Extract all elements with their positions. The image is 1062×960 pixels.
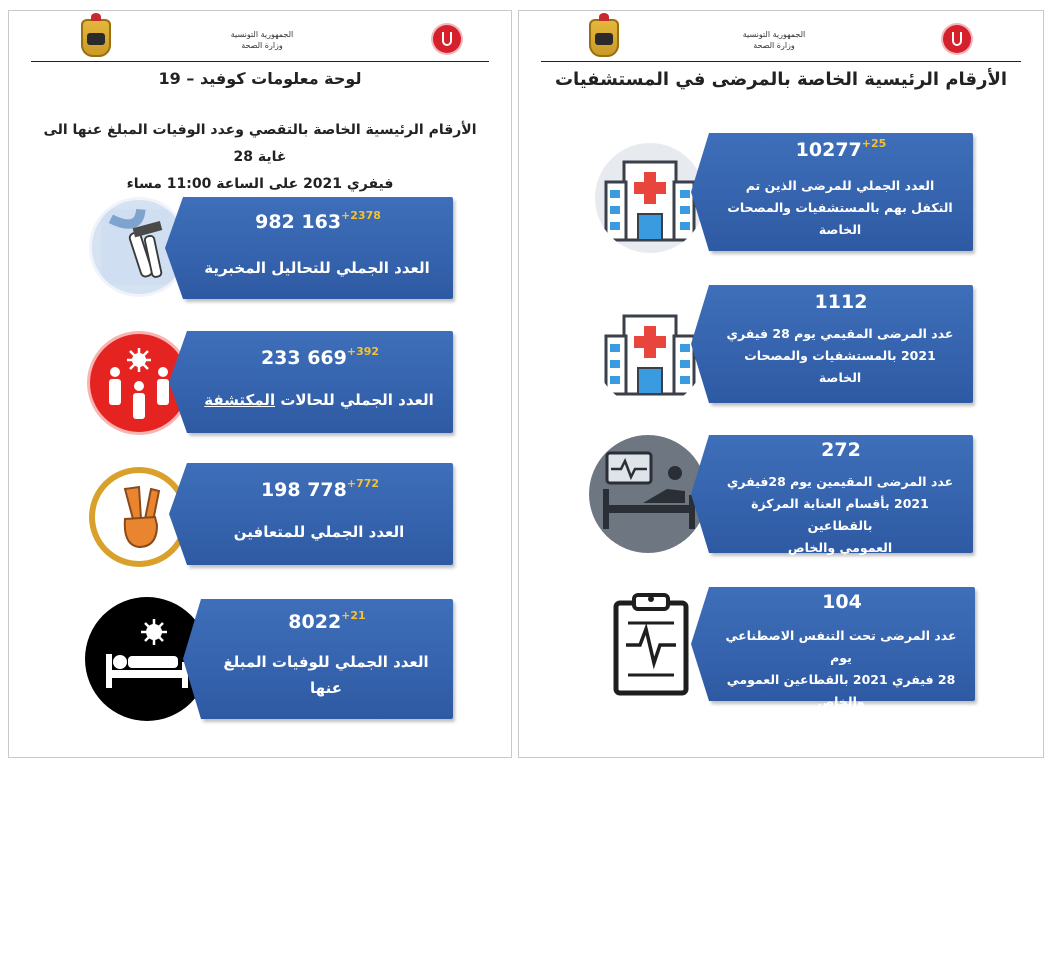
cases-card [187, 331, 453, 433]
deaths-label: العدد الجملي للوفيات المبلغ عنها [223, 653, 429, 697]
header-divider [31, 61, 489, 62]
health-ministry-logo-icon [943, 25, 971, 53]
ministry-name: الجمهورية التونسية وزارة الصحة [742, 30, 806, 50]
icu-label: عدد المرضى المقيمين يوم 28فيفري 2021 بأقسام العناية المركزة بالقطاعين العمومي والخاص [726, 474, 954, 555]
deaths-card [201, 599, 453, 719]
page-subtitle: الأرقام الرئيسية الخاصة بالتقصي وعدد الوفيات المبلغ عنها الى غاية 28 فيفري 2021 على الساعة 11:00 مساء [43, 122, 477, 192]
hospital-total-label: العدد الجملي للمرضى الذين تم التكفل بهم بالمستشفيات والمصحات الخاصة [727, 178, 953, 237]
ventilation-count: 104 [822, 591, 862, 613]
panel-header [9, 11, 511, 61]
hospital-total-delta: +25 [861, 137, 887, 150]
hospitalized-label: عدد المرضى المقيمي يوم 28 فيفري 2021 بالمستشفيات والمصحات الخاصة [726, 326, 954, 385]
hospitalized-card [709, 285, 973, 403]
page-title: الأرقام الرئيسية الخاصة بالمرضى في المستشفيات [554, 69, 1008, 90]
clipboard-ecg-icon [603, 589, 699, 699]
tests-count: 982 $163^{+2378}$ [255, 209, 381, 233]
icu-count: 272 [821, 439, 861, 461]
recovered-count: 198 $778^{+772}$ [260, 477, 380, 501]
hospital-stats-panel [518, 10, 1044, 758]
icu-bed-monitor-icon [589, 435, 707, 553]
tests-delta: +2378 [341, 209, 381, 222]
hospitalized-count: 1112 [814, 291, 868, 313]
hospital-icon [595, 297, 705, 407]
page-title: لوحة معلومات كوفيد – 19 [158, 69, 362, 88]
recovered-card [187, 463, 453, 565]
tests-card [183, 197, 453, 299]
ventilation-label: عدد المرضى تحت التنفس الاصطناعي يوم 28 فيفري 2021 بالقطاعين العمومي والخاص [725, 628, 957, 709]
ventilation-card [709, 587, 975, 709]
hospital-total-card [709, 133, 973, 251]
recovered-label: العدد الجملي للمتعافين [233, 523, 405, 541]
cases-label: العدد الجملي للحالات المكتشفة [204, 391, 434, 409]
panel-header [519, 11, 1043, 61]
cases-count: 233 $669^{+392}$ [260, 345, 380, 369]
health-ministry-logo-icon [433, 25, 461, 53]
cases-delta: +392 [346, 345, 380, 358]
icu-card [709, 435, 973, 553]
ministry-name: الجمهورية التونسية وزارة الصحة [230, 30, 294, 50]
deaths-count: $8022^{+21}$ [288, 609, 366, 633]
tunisia-emblem-icon [589, 19, 619, 57]
tests-label: العدد الجملي للتحاليل المخبرية [204, 259, 430, 277]
header-divider [541, 61, 1021, 62]
hospital-icon [595, 143, 705, 253]
deaths-delta: +21 [341, 609, 366, 622]
covid-dashboard-panel [8, 10, 512, 758]
hospital-total-count: $10277^{+25}$ [795, 137, 887, 161]
recovered-delta: +772 [346, 477, 380, 490]
tunisia-emblem-icon [81, 19, 111, 57]
